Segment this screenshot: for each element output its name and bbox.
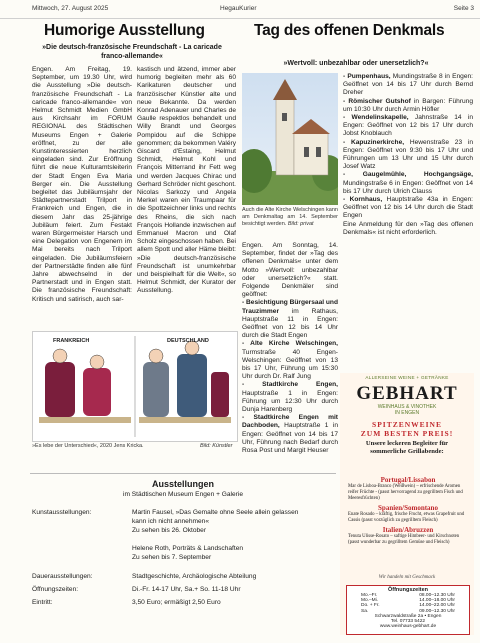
monument-item [242, 414, 338, 455]
monument-details: Hauptstraße 1 in Engen: Geöffnet von 14 bis 17 Uhr, Führung nach Bedarf durch Rosa Post und Margit Heuser [242, 422, 338, 455]
monument-name: - Stadtkirche Engen, [242, 381, 338, 389]
hours-day: Sa. [361, 608, 369, 614]
gebhart-advertisement [340, 373, 474, 635]
ad-web: www.weinhaus-gebhart.de [379, 623, 437, 629]
monument-name: - Pumpenhaus, [343, 73, 391, 80]
left-article-subtitle: »Die deutsch-französische Freundschaft - La caricade franco-allemande« [42, 44, 222, 60]
infobox-row-label: Dauerausstellungen: [32, 573, 93, 580]
header-date: Mittwoch, 27. August 2025 [32, 5, 109, 12]
monument-item [343, 73, 473, 98]
ad-phone: Tel. 07733 5422 [390, 618, 426, 624]
left-article-title: Humorige Ausstellung [44, 22, 205, 39]
left-article-col2: kastisch und ätzend, immer aber humorig begleiten mehr als 60 Karikaturen deutscher und französischer Künstler alte und neue Bekannte. Da werden Konrad Adenauer und Charles de Gaulle respektlos behandelt und Willy Brandt und Georges Pompidou auf die Schippe genommen; da bekommen Valéry Giscard d'Estaing, Helmut Schmidt, Helmut Kohl und François Mitterrand ihr Fett weg und werden Jacques Chirac und Gerhard Schröder nicht geschont. Nicolas Sarkozy und Angela Merkel waren ein Traumpaar für die Spottzeichner links und rechts des Rheins, die sich nach François Hollande inzwischen auf Emmanuel Macron und Olaf Scholz eingeschossen haben. Bei allem Spott und aller Häme bleibt: »Die deutsch-französische Freundschaft ist unumkehrbar und beispielhaft für die Welt«, so Helmut Schmidt, der Kurator der Ausstellung. [137, 66, 236, 295]
ad-guide: Unsere leckeren Begleiter für sommerliche Grillabende: [365, 440, 449, 455]
infobox-row-label: Kunstausstellungen: [32, 509, 92, 516]
hours-time: 09.00–12.30 Uhr [419, 608, 455, 614]
monument-name: - Römischer Gutshof [343, 97, 411, 105]
monument-details: Turmstraße 40 Engen-Welschingen: Geöffnet von 13 bis 17 Uhr, Führung um 15:30 Uhr durch Dr. Ralf Jung [242, 348, 338, 381]
monument-item [343, 139, 473, 172]
cartoon-left-label: FRANKREICH [53, 338, 90, 344]
monument-item [242, 299, 338, 340]
monument-name: - Kornhaus, [343, 196, 383, 204]
ad-arc: ALLERSEINE WEINE + GETRÄNKE [365, 375, 449, 380]
infobox-row-label: Eintritt: [32, 599, 53, 606]
hours-day: Do. + Fr. [361, 603, 380, 609]
hours-time: 14.00–18.00 Uhr [419, 598, 455, 604]
right-article-col1 [242, 242, 338, 455]
infobox-row-value: Stadtgeschichte, Archäologische Abteilung [132, 573, 257, 580]
cartoon-image [32, 331, 238, 442]
monument-details: Mundingstraße 8 in Engen: Geöffnet von 14 bis 17 Uhr durch Bernd Dreher [343, 73, 473, 97]
monument-details: Hauptstraße 43a in Engen: Geöffnet von 12 bis 14 Uhr durch die Stadt Engen [343, 196, 473, 220]
ad-slogan1: SPITZENWEINE [372, 420, 442, 429]
right-article-subtitle: »Wertvoll: unbezahlbar oder unersetzlich?« [283, 60, 429, 67]
ad-section-title: Italien/Abruzzen [382, 526, 434, 534]
ad-tagline1: WEINHAUS & VINOTHEK [377, 404, 437, 410]
monument-item [343, 171, 473, 196]
infobox-row-value: Di.-Fr. 14-17 Uhr, Sa.+ So. 11-18 Uhr [132, 586, 241, 593]
hours-time: 08.00–12.30 Uhr [419, 593, 455, 598]
opening-hours-box [346, 585, 470, 635]
monument-name: - Besichtigung Bürgersaal und Trauzimmer [242, 299, 338, 315]
monument-name: - Gaugelmühle, Hochgangsäge, [343, 171, 473, 179]
opening-hours-table [347, 593, 469, 614]
cartoon-caption: »Es lebe der Unterschied«, 2020 Jens Kricka. [32, 443, 144, 449]
hours-day: Mo.–Mi. [361, 598, 379, 604]
infobox-row-label: Öffnungszeiten: [32, 586, 79, 593]
header-page: Seite 3 [453, 5, 474, 12]
infobox-row-value: 3,50 Euro; ermäßigt 2,50 Euro [132, 599, 221, 606]
monument-details: Hewenstraße 23 in Engen: Geöffnet von 9:30 bis 17 Uhr und Führungen um 13 Uhr und 15 Uhr durch Josef Watz [343, 138, 473, 171]
monument-details: im Rathaus, Hauptstraße 11 in Engen: Geöffnet von 12 bis 14 Uhr durch die Stadt Engen [242, 307, 338, 340]
monument-item [242, 381, 338, 414]
monument-details: in Bargen: Führung um 10:30 Uhr durch Armin Höfler [343, 97, 473, 113]
monument-name: - Kapuzinerkirche, [343, 138, 405, 146]
right-article-title: Tag des offenen Denkmals [254, 22, 445, 39]
monument-details: Mundingstraße 6 in Engen: Geöffnet von 14 bis 17 Uhr durch Ulrich Clauss [343, 179, 473, 195]
ad-section-text: Enate Rosado – kräftig, frische Frucht, etwas Grapefruit und Cassis (passt vorzüglich zu gegrilltem Fleisch) [348, 512, 465, 523]
left-article-col1: Engen. Am Freitag, 19. September, um 19.30 Uhr, wird die Ausstellung »Die deutsch-französische Freundschaft - La caricade franco-allemande« von Helmut Schmidt Medien GmbH aus Kirchsahr im FORUM REGIONAL des Städtischen Museums Engen + Galerie eröffnet, zu der alle Kunstinteressierten herzlich eingeladen sind. Zur Eröffnung führt die neue Kulturamtsleiterin der Stadt Engen Eva Maria Berger ein. Die Ausstellung begleitet das Jubiläumsjahr der Städtepartnerstadt Trilport in Frankreich und Engen, die in diesem Jahr das 25-jährige Jubiläum feiert. Zum Festakt waren Bürgermeister Harsch und eine Delegation von Engenern im Mai bereits nach Trilport eingeladen. Die Jubiläumsfeiern der Partnerstädte finden alle fünf Jahre abwechselnd in der Partnerstadt und in Engen statt. Die französische Freundschaft: Kritisch und satirisch, auch sar- [32, 66, 132, 303]
photo-credit: Bild: privat [287, 221, 314, 227]
ad-delivery: Wir handeln mit Geschmack [378, 575, 436, 580]
ad-section-title: Spanien/Somontano [378, 504, 438, 512]
page-header [0, 0, 480, 19]
ad-sections [348, 474, 468, 546]
ad-section-text: Tenuta Ulisse-Rosato – saftige Himbeer- und Kirschnoten (passt wunderbar zu gegrilltem Gemüse und Fleisch) [348, 534, 460, 545]
cartoon-right-label: DEUTSCHLAND [167, 338, 209, 344]
church-photo [242, 73, 338, 205]
monument-name: - Alte Kirche Welschingen, [242, 340, 338, 348]
infobox-row-value: Martin Fausel, »Das Gemalte ohne Seele allein gelassen kann ich nicht annehmen« Zu sehen bis 26. Oktober Helene Roth, Porträts & Landschaften Zu sehen bis 7. September [132, 509, 299, 561]
right-article-intro: Engen. Am Sonntag, 14. September, findet der »Tag des offenen Denkmals« unter dem Motto »Wertvoll: unbezahlbar oder unersetzlich?« statt. Folgende Denkmäler sind geöffnet: [242, 242, 338, 299]
monument-item [242, 340, 338, 381]
monument-name: - Stadtkirche Engen mit Dachboden, [242, 414, 338, 430]
monument-name: - Wendelinskapelle, [343, 114, 409, 122]
ad-brand: GEBHART [356, 383, 458, 404]
hours-day: Mo.–Fr. [361, 593, 378, 598]
right-article-tail: Eine Anmeldung für den »Tag des offenen Denkmals« ist nicht erforderlich. [343, 220, 473, 236]
ad-section-title: Portugal/Lissabon [380, 476, 436, 484]
infobox-title: Ausstellungen [151, 479, 214, 489]
monument-details: Jahnstraße 14 in Engen: Geöffnet von 12 bis 17 Uhr durch Jobst Knoblauch [343, 114, 474, 138]
ad-section-text: Mar de Lisboa-Branco (Weißwein) – erfrischende Aromen reifer Früchte - (passt hervorragend zu gegrilltem Fisch und Meeresfrüchten) [348, 484, 463, 501]
monument-item [343, 98, 473, 114]
cartoon-credit: Bild: Künstler [200, 443, 233, 449]
ad-slogan2: ZUM BESTEN PREIS! [360, 429, 454, 438]
hours-time: 14.00–22.00 Uhr [419, 603, 455, 609]
ad-address: Schwarzwaldstraße 2a • Engen [374, 613, 442, 619]
header-paper: HegauKurier [220, 5, 257, 12]
photo-caption-text: Auch die Alte Kirche Welschingen kann am Denkmaltag am 14. September besichtigt werden. [242, 207, 338, 227]
right-article-col2 [343, 73, 473, 237]
exhibitions-infobox [30, 473, 336, 639]
monument-list-2 [343, 73, 473, 221]
ad-tagline2: IN ENGEN [394, 410, 420, 416]
monument-item [343, 114, 473, 139]
photo-caption [242, 207, 338, 228]
monument-item [343, 196, 473, 221]
monument-details: Hauptstraße 1 in Engen: Führung um 12:30 Uhr durch Dunja Harenberg [242, 389, 338, 414]
monument-list-1 [242, 299, 338, 455]
opening-hours-title: Öffnungszeiten [387, 587, 429, 593]
infobox-subtitle: im Städtischen Museum Engen + Galerie [122, 491, 244, 498]
